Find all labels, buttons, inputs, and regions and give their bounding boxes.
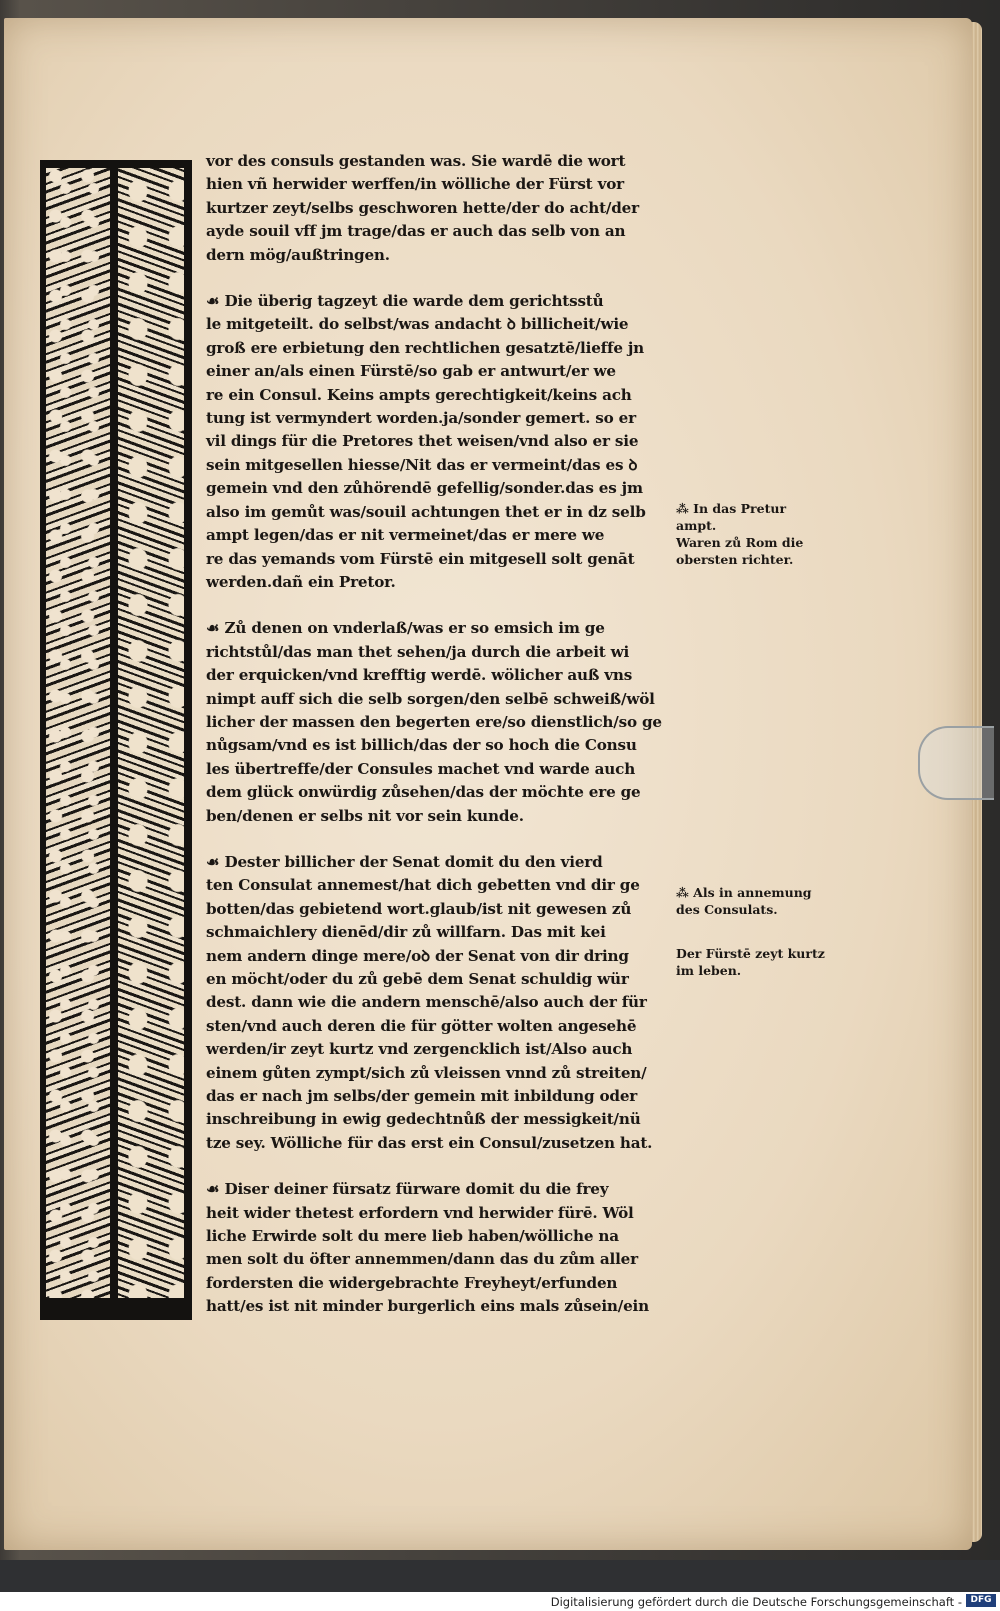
marginal-line: obersten richter. <box>676 552 794 567</box>
text-line: ben/denen er selbs nit vor sein kunde. <box>206 806 524 825</box>
text-line: richtstůl/das man thet sehen/ja durch die arbeit wi <box>206 642 630 661</box>
text-line: tze sey. Wölliche für das erst ein Consul/zusetzen hat. <box>206 1133 653 1152</box>
marginal-line: ampt. <box>676 518 717 533</box>
paragraph <box>206 1178 686 1318</box>
text-line: ☙ Dester billicher der Senat domit du den vierd <box>206 852 603 871</box>
text-line: en möcht/oder du zů gebē dem Senat schuldig wür <box>206 970 629 988</box>
text-line: licher der massen den begerten ere/so dienstlich/so ge <box>206 712 662 731</box>
text-line: sten/vnd auch deren die für götter wolten angesehē <box>206 1016 637 1035</box>
text-line: werden/ir zeyt kurtz vnd zergencklich ist/Also auch <box>206 1040 633 1059</box>
text-line: sein mitgesellen hiesse/Nit das er vermeint/das es ꝺ <box>206 455 638 474</box>
main-text-column <box>206 150 686 1342</box>
paragraph <box>206 617 686 828</box>
text-line: gemein vnd den zůhörendē gefellig/sonder.das es jm <box>206 479 643 498</box>
text-line: fordersten die widergebrachte Freyheyt/erfunden <box>206 1273 618 1292</box>
text-line: das er nach jm selbs/der gemein mit inbildung oder <box>206 1087 638 1106</box>
marginal-line: ⁂ In das Pretur <box>676 501 787 516</box>
text-line: groß ere erbietung den rechtlichen gesatztē/lieffe jn <box>206 338 645 357</box>
text-line: vor des consuls gestanden was. Sie wardē die wort <box>206 152 626 170</box>
text-line: nimpt auff sich die selb sorgen/den selbē schweiß/wöl <box>206 689 655 708</box>
text-line: inschreibung in ewig gedechtnůß der messigkeit/nü <box>206 1110 641 1129</box>
text-line: ☙ Die überig tagzeyt die warde dem gerichtsstů <box>206 292 604 311</box>
text-line: ampt legen/das er nit vermeinet/das er mere we <box>206 526 605 545</box>
text-line: der erquicken/vnd krefftig werdē. wölicher auß vns <box>206 666 633 685</box>
text-line: schmaichlery dienēd/dir zů willfarn. Das mit kei <box>206 923 606 942</box>
text-line: dem glück onwürdig zůsehen/das der möchte ere ge <box>206 783 641 802</box>
text-line: werden.dañ ein Pretor. <box>206 572 396 591</box>
footer-credit: Digitalisierung gefördert durch die Deutsche Forschungsgemeinschaft - <box>550 1595 962 1609</box>
woodcut-vine-panel <box>46 168 110 1308</box>
text-line: dest. dann wie die andern menschē/also auch der für <box>206 993 647 1012</box>
marginal-note-consulat <box>676 884 846 918</box>
marginal-line: Waren zů Rom die <box>676 535 804 550</box>
text-line: tung ist vermyndert worden.ja/sonder gemert. so er <box>206 409 636 428</box>
woodcut-ornament-column <box>118 168 184 1308</box>
text-line: kurtzer zeyt/selbs geschworen hette/der do acht/der <box>206 198 639 217</box>
text-line: re ein Consul. Keins ampts gerechtigkeit/keins ach <box>206 385 632 404</box>
text-line: ayde souil vff jm trage/das er auch das selb von an <box>206 222 626 241</box>
marginal-line: ⁂ Als in annemung <box>676 885 812 900</box>
paragraph <box>206 150 686 267</box>
text-line: also im gemůt was/souil achtungen thet er in dz selb <box>206 502 646 521</box>
text-line: men solt du öfter annemmen/dann das du zům aller <box>206 1250 638 1269</box>
text-line: les übertreffe/der Consules machet vnd warde auch <box>206 759 636 778</box>
text-line: einer an/als einen Fürstē/so gab er antwurt/er we <box>206 362 616 381</box>
text-line: le mitgeteilt. do selbst/was andacht ꝺ billicheit/wie <box>206 315 629 334</box>
text-line: ten Consulat annemest/hat dich gebetten vnd dir ge <box>206 876 640 895</box>
text-line: liche Erwirde solt du mere lieb haben/wölliche na <box>206 1227 619 1246</box>
text-line: einem gůten zympt/sich zů vleissen vnnd zů streiten/ <box>206 1063 647 1082</box>
dfg-logo: DFG <box>966 1594 996 1607</box>
text-line: dern mög/außtringen. <box>206 245 390 264</box>
text-line: nůgsam/vnd es ist billich/das der so hoch die Consu <box>206 736 637 755</box>
text-line: botten/das gebietend wort.glaub/ist nit gewesen zů <box>206 899 632 918</box>
text-line: heit wider thetest erfordern vnd herwider fürē. Wöl <box>206 1203 634 1222</box>
paragraph <box>206 290 686 594</box>
text-line: vil dings für die Pretores thet weisen/vnd also er sie <box>206 432 639 451</box>
marginal-note-pretur <box>676 500 846 568</box>
text-line: re das yemands vom Fürstē ein mitgesell solt genāt <box>206 549 635 568</box>
marginal-line: im leben. <box>676 963 742 978</box>
text-line: ☙ Diser deiner fürsatz fürware domit du die frey <box>206 1180 609 1199</box>
text-line: ☙ Zů denen on vnderlaß/was er so emsich im ge <box>206 619 605 638</box>
text-line: nem andern dinge mere/oꝺ der Senat von dir dring <box>206 946 629 965</box>
marginal-line: des Consulats. <box>676 902 778 917</box>
marginal-line: Der Fürstē zeyt kurtz <box>676 946 825 961</box>
text-line: hien vñ herwider werffen/in wölliche der Fürst vor <box>206 175 624 194</box>
woodcut-border-base <box>40 1298 192 1320</box>
text-line: hatt/es ist nit minder burgerlich eins mals zůsein/ein <box>206 1297 649 1316</box>
page-clip <box>918 726 994 800</box>
marginal-note-fuerst <box>676 945 846 979</box>
paragraph <box>206 851 686 1155</box>
